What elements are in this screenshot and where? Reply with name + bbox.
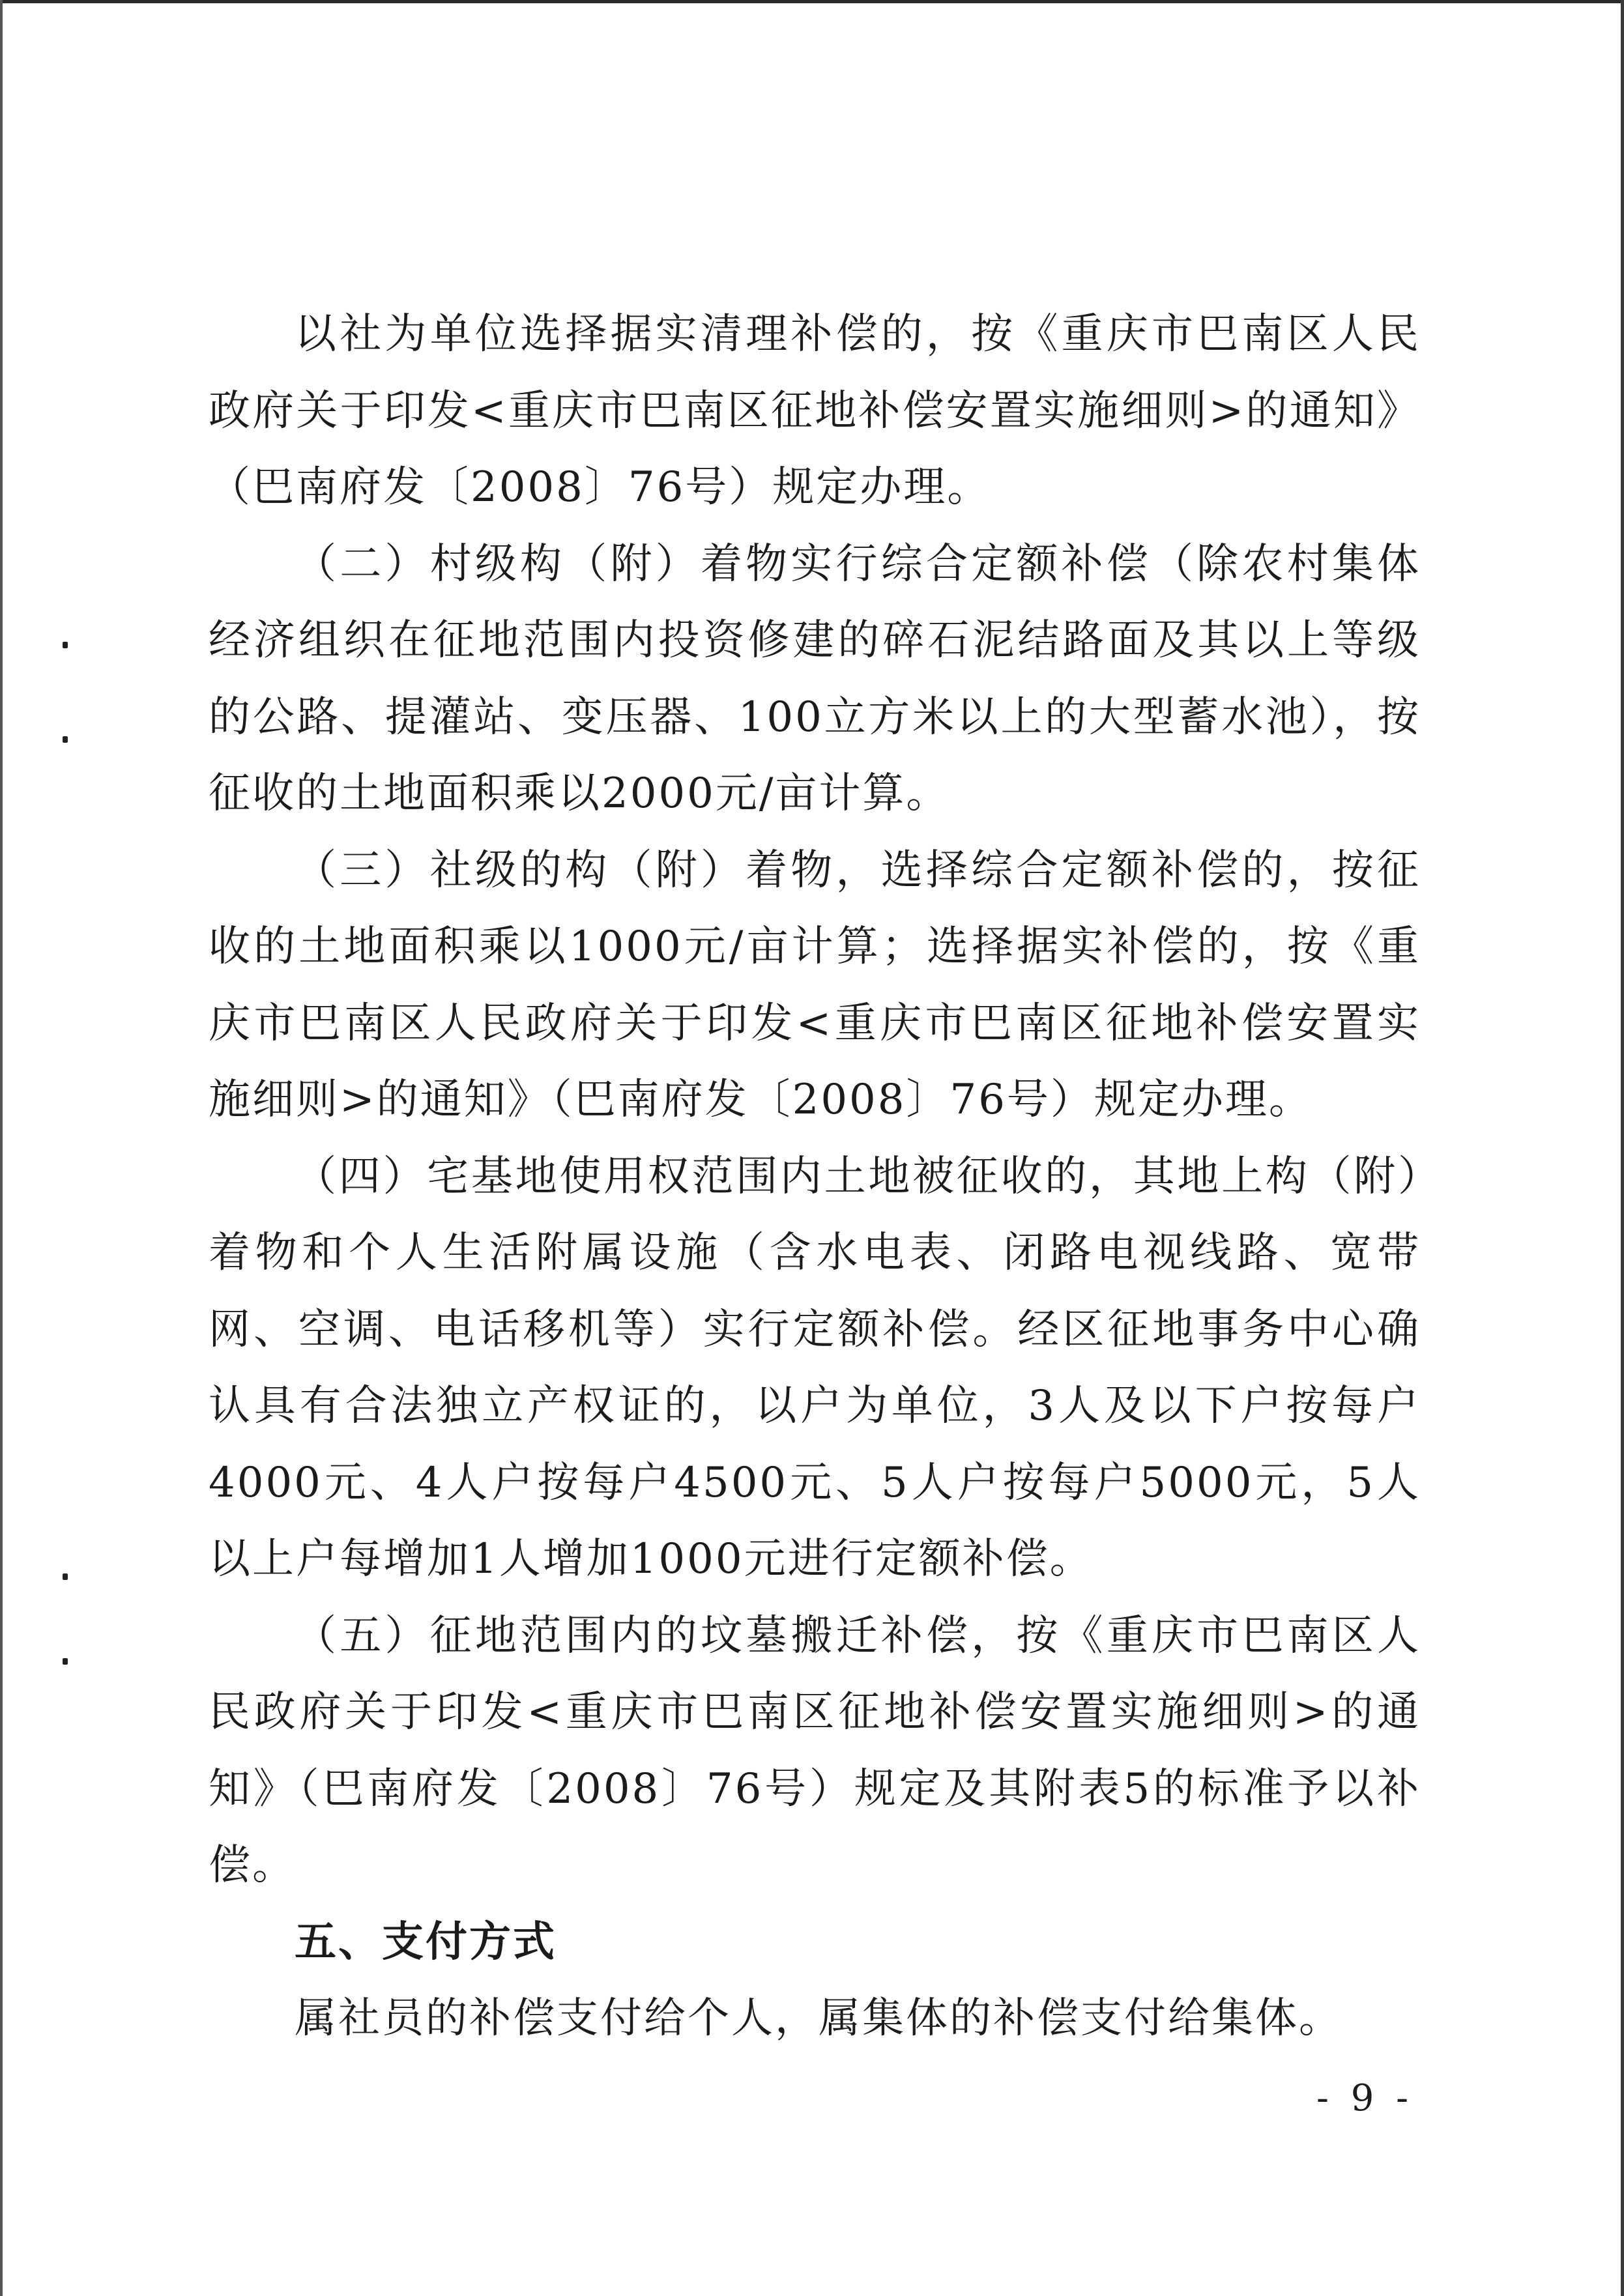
paragraph-grave-relocation: （五）征地范围内的坟墓搬迁补偿，按《重庆市巴南区人民政府关于印发<重庆市巴南区征地补偿安置实施细则>的通知》（巴南府发〔2008〕76号）规定及其附表5的标准予以补偿。 xyxy=(209,1611,1421,1889)
scan-mark xyxy=(63,736,68,743)
document-body xyxy=(209,296,1421,2058)
scan-edge-top xyxy=(0,0,1624,3)
paragraph-payment-recipients: 属社员的补偿支付给个人，属集体的补偿支付给集体。 xyxy=(295,1994,1342,2043)
scan-mark xyxy=(63,1573,68,1580)
paragraph-homestead-compensation: （四）宅基地使用权范围内土地被征收的，其地上构（附）着物和个人生活附属设施（含水电表、闭路电视线路、宽带网、空调、电话移机等）实行定额补偿。经区征地事务中心确认具有合法独立产权证的，以户为单位，3人及以下户按每户4000元、4人户按每户4500元、5人户按每户5000元，5人以上户每增加1人增加1000元进行定额补偿。 xyxy=(209,1152,1421,1583)
scan-mark xyxy=(63,642,68,648)
section-heading-payment-method: 五、支付方式 xyxy=(295,1917,557,1966)
paragraph-settlement-by-commune: 以社为单位选择据实清理补偿的，按《重庆市巴南区人民政府关于印发<重庆市巴南区征地补偿安置实施细则>的通知》（巴南府发〔2008〕76号）规定办理。 xyxy=(209,310,1421,511)
paragraph-village-attachments: （二）村级构（附）着物实行综合定额补偿（除农村集体经济组织在征地范围内投资修建的碎石泥结路面及其以上等级的公路、提灌站、变压器、100立方米以上的大型蓄水池），按征收的土地面积乘以2000元/亩计算。 xyxy=(209,539,1421,818)
scan-edge-left xyxy=(0,0,3,2296)
page-number: - 9 - xyxy=(1316,2077,1414,2119)
paragraph-commune-attachments: （三）社级的构（附）着物，选择综合定额补偿的，按征收的土地面积乘以1000元/亩计算；选择据实补偿的，按《重庆市巴南区人民政府关于印发<重庆市巴南区征地补偿安置实施细则>的通知》（巴南府发〔2008〕76号）规定办理。 xyxy=(209,846,1421,1124)
scan-mark xyxy=(63,1658,68,1665)
scan-edge-right xyxy=(1621,0,1624,2296)
